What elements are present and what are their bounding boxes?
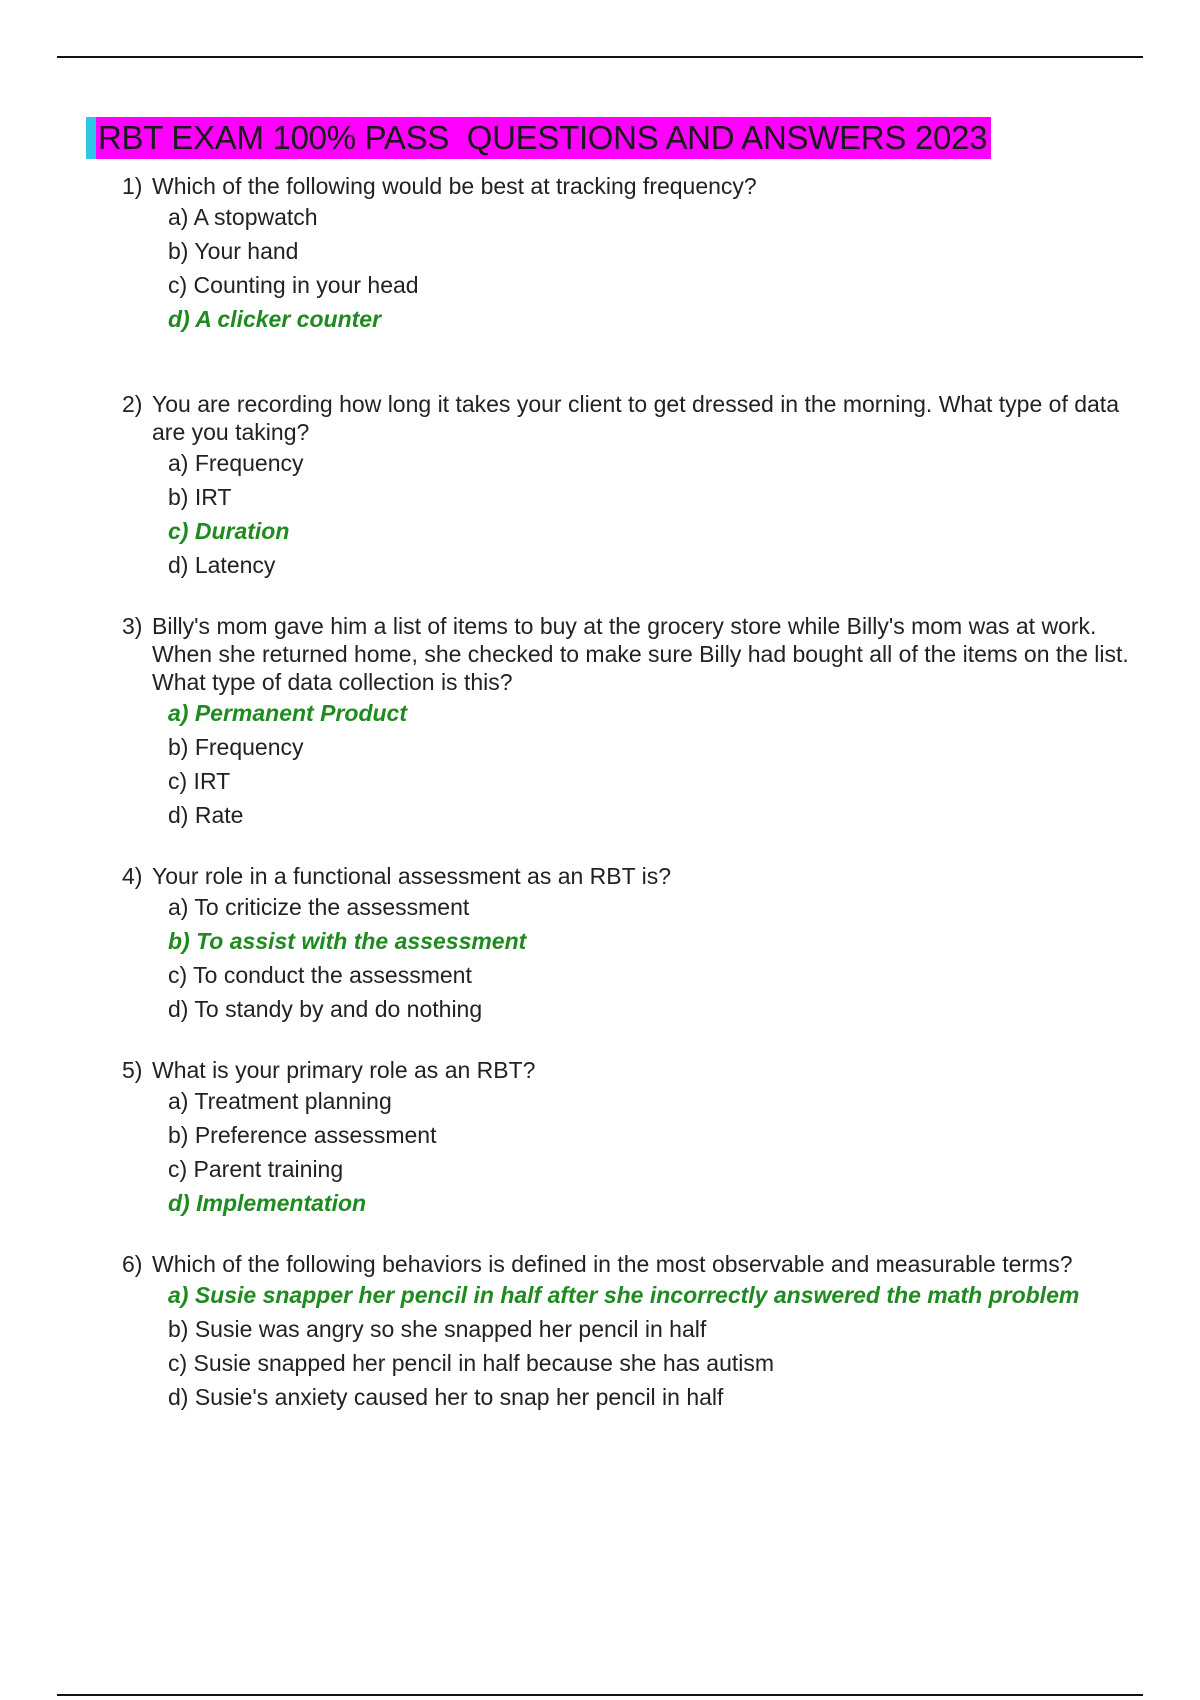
answer-options: [122, 446, 1142, 582]
question-stem: [122, 862, 1142, 890]
question-text: Which of the following behaviors is defined in the most observable and measurable terms?: [152, 1251, 1073, 1277]
answer-option: d) Latency: [168, 552, 276, 578]
answer-option: c) Parent training: [168, 1156, 344, 1182]
document-title: RBT EXAM 100% PASS QUESTIONS AND ANSWERS 2023: [96, 117, 991, 159]
question-number: 3): [122, 613, 143, 639]
answer-option: c) To conduct the assessment: [168, 962, 472, 988]
question-3: [122, 612, 1142, 832]
question-2: [122, 390, 1142, 582]
correct-answer-option: c) Duration: [168, 518, 290, 544]
correct-answer-option: d) A clicker counter: [168, 306, 382, 332]
question-stem: [122, 172, 1142, 200]
question-text: Your role in a functional assessment as an RBT is?: [152, 863, 672, 889]
answer-option: a) A stopwatch: [168, 204, 318, 230]
document-title-banner: [86, 117, 991, 159]
question-4: [122, 862, 1142, 1026]
question-stem: [122, 1056, 1142, 1084]
question-number: 4): [122, 863, 143, 889]
answer-option: c) Counting in your head: [168, 272, 419, 298]
answer-option: b) IRT: [168, 484, 232, 510]
answer-option: b) Frequency: [168, 734, 304, 760]
answer-options: [122, 200, 1142, 336]
answer-option: a) Treatment planning: [168, 1088, 392, 1114]
answer-option: a) Frequency: [168, 450, 304, 476]
answer-option: b) Preference assessment: [168, 1122, 437, 1148]
answer-options: [122, 890, 1142, 1026]
question-text: Billy's mom gave him a list of items to buy at the grocery store while Billy's mom was at work. When she returned home, she checked to make sure Billy had bought all of the items on the list. What type of data collection is this?: [152, 613, 1129, 695]
answer-options: [122, 1278, 1142, 1414]
question-number: 2): [122, 391, 143, 417]
question-number: 5): [122, 1057, 143, 1083]
question-number: 6): [122, 1251, 143, 1277]
question-stem: [122, 1250, 1142, 1278]
answer-option: d) Susie's anxiety caused her to snap her pencil in half: [168, 1384, 724, 1410]
answer-option: c) Susie snapped her pencil in half because she has autism: [168, 1350, 775, 1376]
answer-options: [122, 696, 1142, 832]
correct-answer-option: a) Susie snapper her pencil in half after she incorrectly answered the math problem: [168, 1282, 1080, 1308]
answer-option: c) IRT: [168, 768, 231, 794]
question-1: [122, 172, 1142, 336]
question-text: What is your primary role as an RBT?: [152, 1057, 536, 1083]
answer-options: [122, 1084, 1142, 1220]
question-text: Which of the following would be best at tracking frequency?: [152, 173, 757, 199]
answer-option: d) Rate: [168, 802, 244, 828]
answer-option: a) To criticize the assessment: [168, 894, 470, 920]
header-rule: [57, 56, 1143, 58]
question-stem: [122, 612, 1142, 696]
question-stem: [122, 390, 1142, 446]
question-number: 1): [122, 173, 143, 199]
answer-option: b) Susie was angry so she snapped her pencil in half: [168, 1316, 707, 1342]
correct-answer-option: a) Permanent Product: [168, 700, 407, 726]
title-accent-bar: [86, 117, 96, 159]
answer-option: d) To standy by and do nothing: [168, 996, 483, 1022]
footer-rule: [57, 1694, 1143, 1696]
question-6: [122, 1250, 1142, 1414]
answer-option: b) Your hand: [168, 238, 299, 264]
correct-answer-option: d) Implementation: [168, 1190, 367, 1216]
question-5: [122, 1056, 1142, 1220]
question-text: You are recording how long it takes your client to get dressed in the morning. What type of data are you taking?: [152, 391, 1119, 445]
correct-answer-option: b) To assist with the assessment: [168, 928, 527, 954]
